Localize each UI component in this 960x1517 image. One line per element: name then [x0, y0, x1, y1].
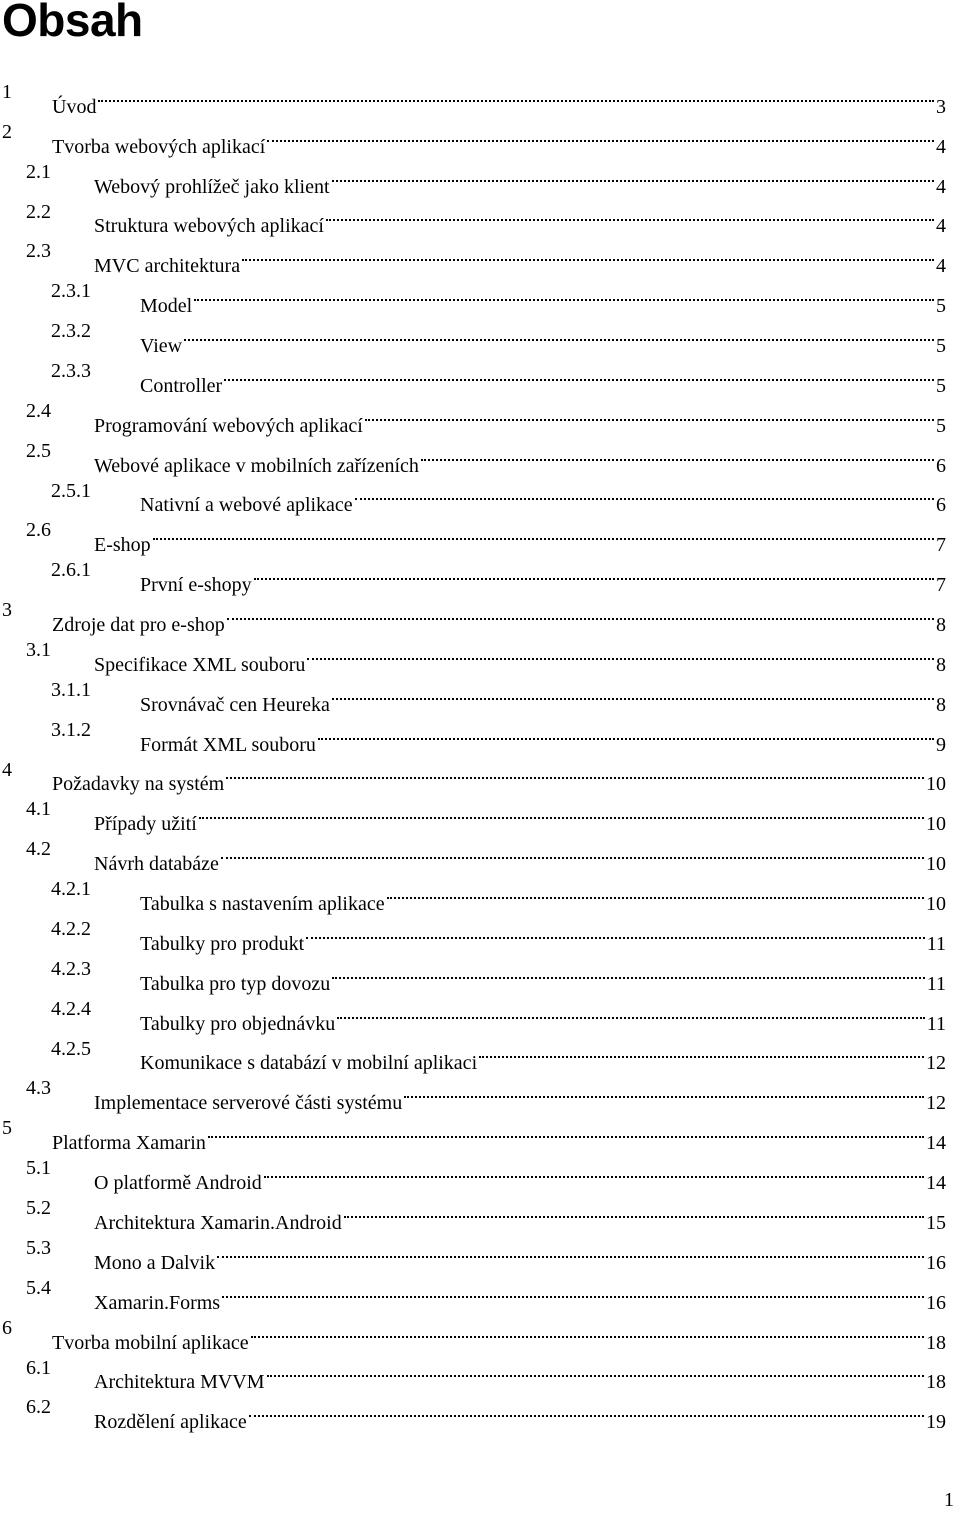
toc-entry-page[interactable]: 9	[934, 726, 946, 766]
toc-entry-page[interactable]: 14	[924, 1124, 946, 1164]
toc-dot-leader	[479, 1030, 924, 1070]
toc-entry-number: 5.4	[26, 1276, 51, 1299]
toc-entry-title[interactable]: Programování webových aplikací	[94, 407, 365, 447]
toc-entry-page[interactable]: 3	[934, 88, 946, 128]
toc-entry-page[interactable]: 8	[934, 606, 946, 646]
toc-entry-page[interactable]: 7	[934, 566, 946, 606]
toc-entry-page[interactable]: 11	[925, 1005, 946, 1045]
toc-entry-number: 2.6	[26, 519, 51, 542]
toc-entry-number: 3	[2, 599, 12, 622]
toc-entry-number: 2.5.1	[51, 479, 91, 502]
toc-entry-title[interactable]: Controller	[140, 367, 224, 407]
toc-entry-title[interactable]: Případy užití	[94, 805, 199, 845]
toc-entry-page[interactable]: 4	[934, 207, 946, 247]
toc-entry-number: 1	[2, 81, 12, 103]
toc-dot-leader	[226, 751, 924, 791]
toc-dot-leader	[242, 232, 934, 272]
toc-entry[interactable]	[0, 73, 946, 118]
toc-entry-title[interactable]: Úvod	[52, 88, 98, 128]
toc-dot-leader	[184, 312, 934, 352]
toc-entry-page[interactable]: 6	[934, 447, 946, 487]
toc-entry[interactable]	[0, 113, 946, 158]
toc-dot-leader	[332, 153, 934, 193]
toc-entry-page[interactable]: 16	[924, 1284, 946, 1324]
table-of-contents	[0, 73, 946, 1434]
toc-entry-number: 5.1	[26, 1157, 51, 1180]
toc-entry-title[interactable]: Struktura webových aplikací	[94, 207, 326, 247]
toc-entry-title[interactable]: Xamarin.Forms	[94, 1284, 222, 1324]
toc-entry-number: 2.3	[26, 240, 51, 263]
toc-entry-title[interactable]: O platformě Android	[94, 1164, 264, 1204]
toc-dot-leader	[404, 1069, 924, 1109]
toc-entry-title[interactable]: Mono a Dalvik	[94, 1244, 217, 1284]
toc-dot-leader	[421, 432, 934, 472]
toc-entry-number: 4.2.2	[51, 918, 91, 941]
toc-dot-leader	[251, 1309, 924, 1349]
toc-entry-title[interactable]: Webové aplikace v mobilních zařízeních	[94, 447, 421, 487]
toc-dot-leader	[307, 631, 934, 671]
toc-entry-title[interactable]: Srovnávač cen Heureka	[140, 686, 332, 726]
toc-entry-number: 4.2.3	[51, 957, 91, 980]
toc-dot-leader	[344, 1189, 924, 1229]
toc-dot-leader	[365, 392, 934, 432]
toc-entry-number: 4.3	[26, 1077, 51, 1100]
toc-entry-page[interactable]: 5	[934, 367, 946, 407]
toc-entry-page[interactable]: 10	[924, 885, 946, 925]
toc-dot-leader	[306, 910, 925, 950]
toc-entry-title[interactable]: Tvorba mobilní aplikace	[52, 1324, 251, 1364]
toc-entry-page[interactable]: 5	[934, 287, 946, 327]
toc-entry-title[interactable]: Komunikace s databází v mobilní aplikaci	[140, 1044, 479, 1084]
toc-entry-title[interactable]: MVC architektura	[94, 247, 242, 287]
toc-entry-title[interactable]: Model	[140, 287, 194, 327]
toc-dot-leader	[194, 272, 934, 312]
toc-entry-title[interactable]: Požadavky na systém	[52, 765, 226, 805]
toc-entry-number: 2.4	[26, 399, 51, 422]
toc-entry-title[interactable]: Formát XML souboru	[140, 726, 318, 766]
toc-entry-number: 6.1	[26, 1356, 51, 1379]
toc-entry-title[interactable]: První e-shopy	[140, 566, 254, 606]
toc-entry-number: 4.1	[26, 798, 51, 821]
toc-entry-number: 3.1.1	[51, 678, 91, 701]
toc-dot-leader	[267, 1349, 924, 1389]
toc-dot-leader	[326, 193, 934, 233]
toc-dot-leader	[387, 870, 924, 910]
toc-entry-page[interactable]: 7	[934, 526, 946, 566]
toc-entry-page[interactable]: 11	[925, 925, 946, 965]
toc-entry-page[interactable]: 10	[924, 805, 946, 845]
toc-entry-page[interactable]: 8	[934, 646, 946, 686]
toc-entry-number: 2.6.1	[51, 559, 91, 582]
toc-dot-leader	[267, 113, 934, 153]
page-title: Obsah	[2, 0, 143, 46]
toc-entry-number: 6	[2, 1316, 12, 1339]
toc-entry-page[interactable]: 12	[924, 1084, 946, 1124]
toc-entry-title[interactable]: Tvorba webových aplikací	[52, 128, 267, 168]
page-number: 1	[944, 1489, 954, 1511]
toc-entry-number: 5	[2, 1117, 12, 1140]
toc-entry-number: 2.5	[26, 439, 51, 462]
toc-entry-page[interactable]: 14	[924, 1164, 946, 1204]
toc-dot-leader	[355, 472, 934, 512]
toc-dot-leader	[221, 830, 924, 870]
toc-entry-number: 5.3	[26, 1236, 51, 1259]
toc-entry-page[interactable]: 15	[924, 1204, 946, 1244]
toc-entry-page[interactable]: 18	[924, 1324, 946, 1364]
toc-entry-page[interactable]: 4	[934, 247, 946, 287]
toc-entry-title[interactable]: Architektura Xamarin.Android	[94, 1204, 344, 1244]
toc-entry-number: 4.2.5	[51, 1037, 91, 1060]
toc-entry-page[interactable]: 4	[934, 168, 946, 208]
toc-entry-title[interactable]: Zdroje dat pro e-shop	[52, 606, 227, 646]
toc-entry-title[interactable]: Tabulky pro produkt	[140, 925, 306, 965]
toc-dot-leader	[227, 591, 934, 631]
toc-entry-number: 3.1	[26, 639, 51, 662]
toc-entry-title[interactable]: Tabulky pro objednávku	[140, 1005, 337, 1045]
toc-dot-leader	[337, 990, 925, 1030]
toc-entry-number: 2.2	[26, 200, 51, 223]
toc-entry-title[interactable]: View	[140, 327, 184, 367]
toc-entry-title[interactable]: Implementace serverové části systému	[94, 1084, 404, 1124]
toc-dot-leader	[224, 352, 934, 392]
toc-dot-leader	[98, 73, 934, 113]
toc-entry-number: 2.3.3	[51, 360, 91, 383]
toc-entry-number: 2.1	[26, 160, 51, 183]
toc-dot-leader	[332, 950, 925, 990]
toc-entry-page[interactable]: 5	[934, 407, 946, 447]
toc-entry-page[interactable]: 6	[934, 486, 946, 526]
toc-entry-title[interactable]: Platforma Xamarin	[52, 1124, 208, 1164]
toc-entry-page[interactable]: 12	[924, 1044, 946, 1084]
toc-entry-title[interactable]: Návrh databáze	[94, 845, 221, 885]
toc-entry-title[interactable]: E-shop	[94, 526, 153, 566]
toc-dot-leader	[254, 551, 934, 591]
toc-entry-title[interactable]: Webový prohlížeč jako klient	[94, 168, 332, 208]
toc-entry-page[interactable]: 4	[934, 128, 946, 168]
toc-entry-number: 2	[2, 120, 12, 143]
toc-entry-page[interactable]: 18	[924, 1363, 946, 1403]
toc-entry-number: 2.3.2	[51, 320, 91, 343]
toc-entry-title[interactable]: Tabulka pro typ dovozu	[140, 965, 332, 1005]
toc-entry-number: 4.2	[26, 838, 51, 861]
toc-entry-number: 4	[2, 758, 12, 781]
toc-entry-title[interactable]: Nativní a webové aplikace	[140, 486, 355, 526]
toc-dot-leader	[264, 1149, 924, 1189]
toc-dot-leader	[222, 1269, 924, 1309]
toc-entry-page[interactable]: 19	[924, 1403, 946, 1443]
toc-dot-leader	[318, 711, 934, 751]
toc-entry-number: 2.3.1	[51, 280, 91, 303]
toc-entry-title[interactable]: Rozdělení aplikace	[94, 1403, 249, 1443]
toc-entry-page[interactable]: 10	[924, 765, 946, 805]
toc-entry-title[interactable]: Architektura MVVM	[94, 1363, 267, 1403]
toc-entry-number: 5.2	[26, 1197, 51, 1220]
toc-entry-page[interactable]: 10	[924, 845, 946, 885]
toc-dot-leader	[199, 790, 924, 830]
toc-dot-leader	[249, 1388, 924, 1428]
toc-dot-leader	[332, 671, 934, 711]
toc-entry-title[interactable]: Specifikace XML souboru	[94, 646, 307, 686]
toc-entry-page[interactable]: 5	[934, 327, 946, 367]
toc-entry-number: 4.2.4	[51, 997, 91, 1020]
toc-entry-number: 4.2.1	[51, 878, 91, 901]
toc-entry-page[interactable]: 8	[934, 686, 946, 726]
toc-entry-page[interactable]: 16	[924, 1244, 946, 1284]
toc-entry-number: 3.1.2	[51, 718, 91, 741]
toc-entry-title[interactable]: Tabulka s nastavením aplikace	[140, 885, 387, 925]
toc-entry-page[interactable]: 11	[925, 965, 946, 1005]
toc-entry-number: 6.2	[26, 1396, 51, 1419]
